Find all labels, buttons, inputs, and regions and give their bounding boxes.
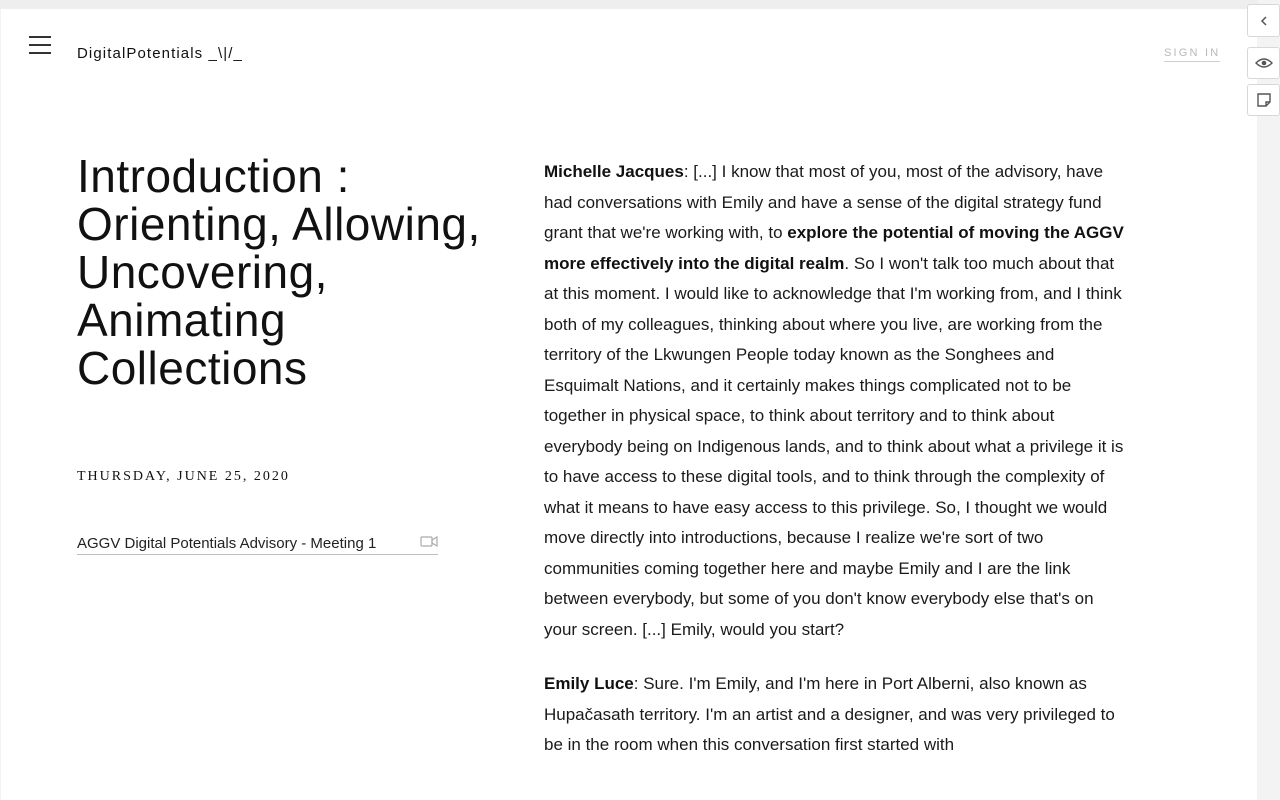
transcript-text: : Sure. I'm Emily, and I'm here in Port Alberni, also known as Hupačasath territory. I'm an artist and a designer, and was very privileged to be in the room when this conversation first started with <box>544 674 1115 754</box>
transcript-text: . So I won't talk too much about that at this moment. I would like to acknowledge that I'm working from, and I think both of my colleagues, thinking about where you live, are working from the territory of the Lkwungen People today known as the Songhees and Esquimalt Nations, and it certainly makes things complicated not to be together in physical space, to think about territory and to think about everybody being on Indigenous lands, and to think about what a privilege it is to have access to these digital tools, and to think through the complexity of what it means to have easy access to this privilege. So, I thought we would move directly into introductions, because I realize we're sort of two communities coming together here and maybe Emily and I are the link between everybody, but some of you don't know everybody else that's on your screen. [...] Emily, would you start? <box>544 253 1124 639</box>
browser-top-strip <box>0 0 1280 9</box>
sign-in-link[interactable]: SIGN IN <box>1164 47 1220 62</box>
collapse-panel-button[interactable] <box>1247 4 1280 37</box>
eye-icon <box>1255 57 1273 69</box>
page-title: Introduction : Orienting, Allowing, Uncovering, Animating Collections <box>77 150 481 394</box>
event-link-label: AGGV Digital Potentials Advisory - Meeting 1 <box>77 534 377 552</box>
sticky-note-icon <box>1256 92 1272 108</box>
chevron-left-icon <box>1258 15 1270 27</box>
view-button[interactable] <box>1247 47 1280 79</box>
video-camera-icon <box>420 534 438 552</box>
transcript-emphasis: explore the potential of moving the AGGV more effectively into the digital realm <box>544 223 1124 273</box>
article-date: THURSDAY, JUNE 25, 2020 <box>77 469 290 484</box>
note-button[interactable] <box>1247 84 1280 116</box>
transcript-entry <box>544 157 1129 645</box>
transcript <box>544 157 1129 785</box>
page <box>1 9 1257 800</box>
speaker-name: Emily Luce <box>544 674 634 693</box>
speaker-name: Michelle Jacques <box>544 162 684 181</box>
event-link[interactable] <box>77 534 438 555</box>
transcript-entry <box>544 669 1129 761</box>
site-logo[interactable]: DigitalPotentials _\|/_ <box>77 45 243 62</box>
transcript-text: : [...] I know that most of you, most of the advisory, have had conversations with Emily and have a sense of the digital strategy fund grant that we're working with, to <box>544 162 1104 242</box>
right-rail <box>1258 0 1280 800</box>
hamburger-menu-icon[interactable] <box>29 36 53 54</box>
